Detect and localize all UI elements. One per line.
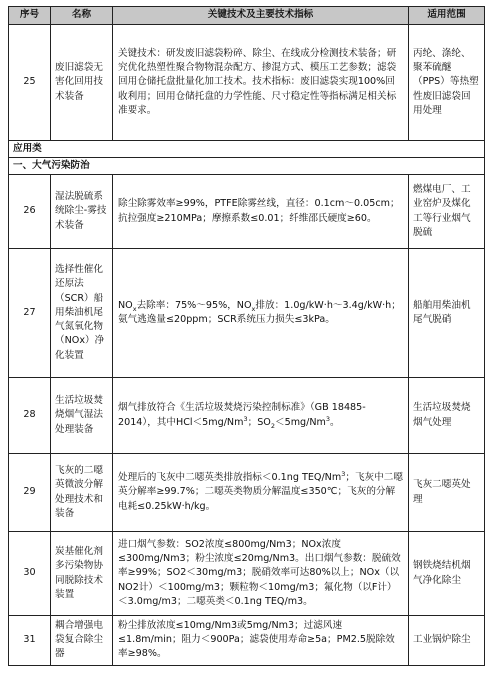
table-header-row: [9, 7, 485, 25]
row-no: 25: [9, 25, 51, 141]
row-no: 31: [9, 616, 51, 666]
header-tech: 关键技术及主要技术指标: [113, 7, 409, 25]
section-title: 应用类: [9, 141, 485, 158]
row-scope: 飞灰二噁英处理: [409, 454, 485, 532]
row-scope: 燃煤电厂、工业窑炉及煤化工等行业烟气脱硫: [409, 175, 485, 249]
row-tech: 关键技术：研发废旧滤袋粉碎、除尘、在线成分检测技术装备；研究优化热塑性聚合物物混杂配方、掺混方式、模压工艺参数；滤袋回用仓储托盘批量化加工技术。技术指标：废旧滤袋实现100%回收利用；回用仓储托盘的力学性能、尺寸稳定性等指标满足相关标准要求。: [113, 25, 409, 141]
row-name: 湿法脱硫系统除尘-雾技术装备: [51, 175, 113, 249]
table-row: [9, 249, 485, 378]
header-name: 名称: [51, 7, 113, 25]
header-scope: 适用范围: [409, 7, 485, 25]
technology-table: [8, 6, 485, 666]
table-row: [9, 616, 485, 666]
row-scope: 钢铁烧结机烟气净化除尘: [409, 532, 485, 616]
row-scope: 船舶用柴油机尾气脱硝: [409, 249, 485, 378]
section-title: 一、大气污染防治: [9, 158, 485, 175]
row-scope: 工业锅炉除尘: [409, 616, 485, 666]
row-name: 耦合增强电袋复合除尘器: [51, 616, 113, 666]
table-row: [9, 175, 485, 249]
row-no: 30: [9, 532, 51, 616]
table-row: [9, 378, 485, 454]
row-tech: 除尘除雾效率≥99%，PTFE除雾丝线，直径：0.1cm～0.05cm；抗拉强度≥210MPa；摩擦系数≤0.01；纤维邵氏硬度≥60。: [113, 175, 409, 249]
header-no: 序号: [9, 7, 51, 25]
row-name: 废旧滤袋无害化回用技术装备: [51, 25, 113, 141]
section-row-air-pollution: [9, 158, 485, 175]
row-tech: 进口烟气参数：SO2浓度≤800mg/Nm3；NOx浓度≤300mg/Nm3；粉尘浓度≤20mg/Nm3。出口烟气参数：脱硫效率≥99%；SO2＜30mg/m3；脱硝效率可达80%以上；NOx（以NO2计）＜100mg/m3；颗粒物＜10mg/m3；氟化物（以F计）＜3.0mg/m3；二噁英类＜0.1ng TEQ/m3。: [113, 532, 409, 616]
row-name: 生活垃圾焚烧烟气湿法处理装备: [51, 378, 113, 454]
table-row: [9, 25, 485, 141]
row-scope: 生活垃圾焚烧烟气处理: [409, 378, 485, 454]
row-tech: $NO_x$去除率：75%～95%，$NO_x$排放：1.0g/kW·h～3.4g/kW·h；氨气逃逸量≤20ppm；SCR系统压力损失≤3kPa。: [113, 249, 409, 378]
row-name: 飞灰的二噁英微波分解处理技术和装备: [51, 454, 113, 532]
row-tech: 烟气排放符合《生活垃圾焚烧污染控制标准》（GB 18485-2014），其中$HCl<5mg/Nm^3$；$SO_2<5mg/Nm^3$。: [113, 378, 409, 454]
table-row: [9, 532, 485, 616]
row-name: 炭基催化剂多污染物协同脱除技术装置: [51, 532, 113, 616]
section-row-application: [9, 141, 485, 158]
row-no: 27: [9, 249, 51, 378]
row-tech: 处理后的飞灰中二噁英类排放指标＜0.1ng TEQ/Nm$^3$；飞灰中二噁英分解率≥99.7%；二噁英类物质分解温度≤350℃；飞灰的分解电耗≤0.25kW·h/kg。: [113, 454, 409, 532]
row-tech: 粉尘排放浓度≤10mg/Nm3或5mg/Nm3；过滤风速≤1.8m/min；阻力＜900Pa；滤袋使用寿命≥5a；PM2.5脱除效率≥98%。: [113, 616, 409, 666]
row-no: 28: [9, 378, 51, 454]
row-no: 26: [9, 175, 51, 249]
row-no: 29: [9, 454, 51, 532]
row-name: 选择性催化还原法（SCR）船用柴油机尾气氮氧化物（NOx）净化装置: [51, 249, 113, 378]
table-row: [9, 454, 485, 532]
row-scope: 丙纶、涤纶、聚苯硫醚（PPS）等热塑性废旧滤袋回用处理: [409, 25, 485, 141]
